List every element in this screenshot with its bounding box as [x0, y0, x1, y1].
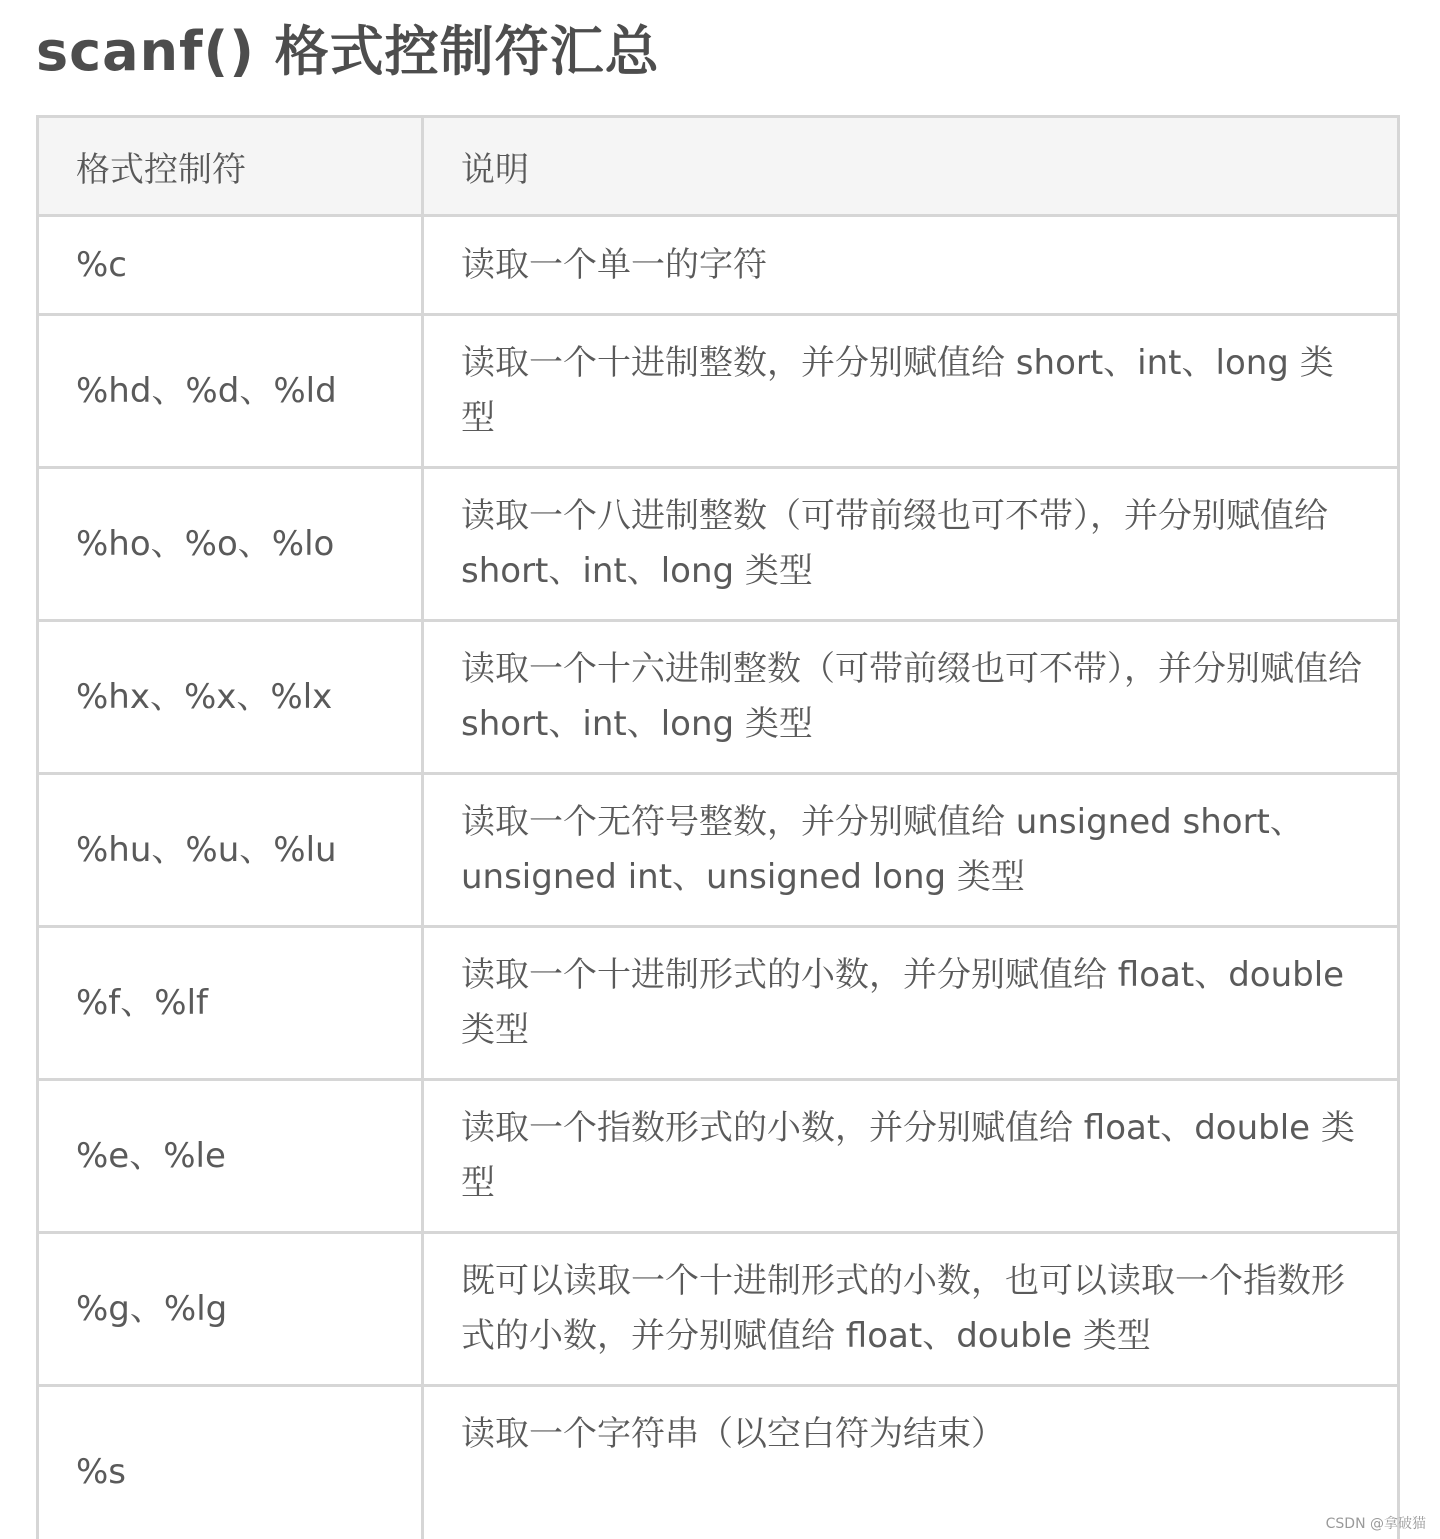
- row-specifier: %ho、%o、%lo: [38, 468, 423, 621]
- header-row: [38, 117, 1399, 216]
- row-description: 读取一个字符串（以空白符为结束）: [423, 1386, 1399, 1539]
- table-row: [38, 315, 1399, 468]
- row-description: 读取一个八进制整数（可带前缀也可不带），并分别赋值给 short、int、long 类型: [423, 468, 1399, 621]
- row-specifier: %hu、%u、%lu: [38, 774, 423, 927]
- row-specifier: %f、%lf: [38, 927, 423, 1080]
- table-row: [38, 927, 1399, 1080]
- table-row: [38, 774, 1399, 927]
- table-row: [38, 1080, 1399, 1233]
- table-row: [38, 1386, 1399, 1539]
- row-specifier: %hd、%d、%ld: [38, 315, 423, 468]
- header-description: 说明: [423, 117, 1399, 216]
- row-specifier: %c: [38, 216, 423, 315]
- table-row: [38, 216, 1399, 315]
- table-row: [38, 1233, 1399, 1386]
- row-description: 读取一个无符号整数，并分别赋值给 unsigned short、unsigned int、unsigned long 类型: [423, 774, 1399, 927]
- table-header: [38, 117, 1399, 216]
- table-row: [38, 468, 1399, 621]
- row-specifier: %s: [38, 1386, 423, 1539]
- row-specifier: %g、%lg: [38, 1233, 423, 1386]
- row-description: 读取一个单一的字符: [423, 216, 1399, 315]
- row-description: 读取一个十进制整数，并分别赋值给 short、int、long 类型: [423, 315, 1399, 468]
- table-row: [38, 621, 1399, 774]
- row-description: 读取一个十六进制整数（可带前缀也可不带），并分别赋值给 short、int、long 类型: [423, 621, 1399, 774]
- row-specifier: %hx、%x、%lx: [38, 621, 423, 774]
- watermark: CSDN @拿破猫: [1325, 1516, 1426, 1532]
- row-description: 既可以读取一个十进制形式的小数，也可以读取一个指数形式的小数，并分别赋值给 float、double 类型: [423, 1233, 1399, 1386]
- header-format-specifier: 格式控制符: [38, 117, 423, 216]
- row-description: 读取一个指数形式的小数，并分别赋值给 float、double 类型: [423, 1080, 1399, 1233]
- row-description: 读取一个十进制形式的小数，并分别赋值给 float、double 类型: [423, 927, 1399, 1080]
- row-specifier: %e、%le: [38, 1080, 423, 1233]
- page-title: scanf() 格式控制符汇总: [36, 20, 660, 83]
- format-specifier-table: [36, 115, 1400, 1539]
- table-body: [38, 216, 1399, 1539]
